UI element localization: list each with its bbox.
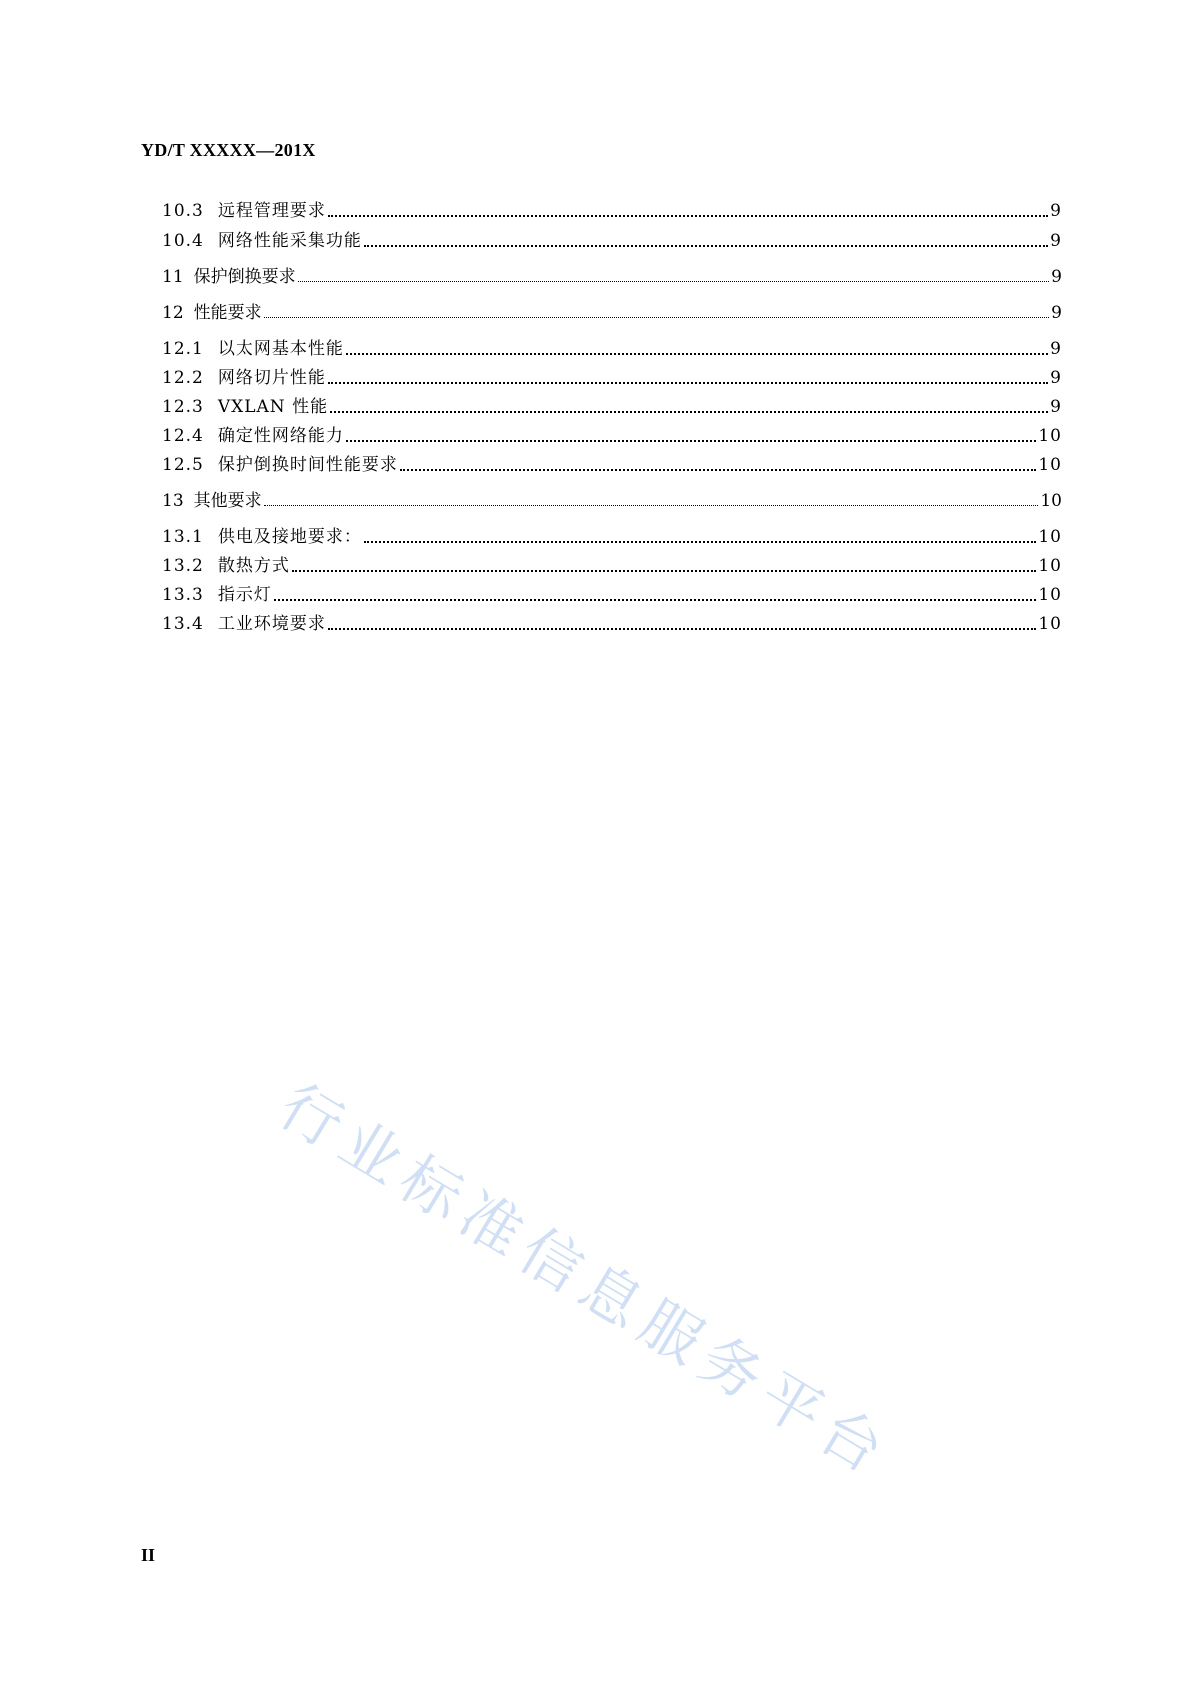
toc-entry-page: 10 [1038, 426, 1062, 446]
toc-leader-dots [364, 245, 1048, 247]
toc-entry[interactable] [162, 334, 1062, 360]
toc-entry-page: 9 [1050, 201, 1062, 221]
document-code: YD/T XXXXX—201X [141, 140, 316, 160]
toc-entry-title: 以太网基本性能 [217, 339, 344, 359]
toc-entry[interactable] [162, 450, 1062, 476]
toc-entry-number: 12.1 [162, 339, 204, 359]
toc-leader-dots [330, 411, 1048, 413]
toc-entry-number: 12 [162, 303, 184, 323]
toc-entry-number: 10.4 [162, 231, 204, 251]
toc-leader-dots [274, 599, 1037, 601]
page-number: II [141, 1545, 156, 1565]
toc-entry-number: 13.4 [162, 614, 204, 634]
toc-entry-page: 10 [1038, 585, 1062, 605]
toc-entry-number: 10.3 [162, 201, 204, 221]
toc-entry-number: 13.1 [162, 527, 204, 547]
toc-entry-number: 12.3 [162, 397, 204, 417]
toc-entry-title: 工业环境要求 [217, 614, 326, 634]
toc-entry-title: 其他要求 [193, 491, 262, 511]
toc-entry[interactable] [162, 392, 1062, 418]
toc-entry-title: 指示灯 [217, 585, 272, 605]
toc-leader-dots [346, 440, 1037, 442]
toc-entry[interactable] [162, 486, 1062, 512]
toc-entry-title: 性能要求 [193, 303, 262, 323]
toc-entry-number: 12.2 [162, 368, 204, 388]
toc-entry-title: 散热方式 [217, 556, 290, 576]
toc-leader-dots [400, 469, 1037, 471]
toc-entry-title: 确定性网络能力 [217, 426, 344, 446]
watermark: 行业标准信息服务平台 [267, 1071, 904, 1492]
toc-entry-page: 10 [1038, 527, 1062, 547]
toc-leader-dots [264, 505, 1039, 506]
toc-entry-title: 远程管理要求 [217, 201, 326, 221]
toc-entry-title: 网络性能采集功能 [217, 231, 362, 251]
toc-leader-dots [364, 541, 1037, 543]
toc-entry[interactable] [162, 580, 1062, 606]
toc-entry-page: 9 [1051, 303, 1062, 323]
toc-entry-title: 保护倒换时间性能要求 [217, 455, 398, 475]
toc-entry-page: 9 [1050, 397, 1062, 417]
toc-entry[interactable] [162, 262, 1062, 288]
toc-entry-number: 11 [162, 267, 184, 287]
toc-leader-dots [346, 353, 1048, 355]
toc-entry-page: 10 [1038, 614, 1062, 634]
toc-entry[interactable] [162, 609, 1062, 635]
toc-leader-dots [264, 317, 1050, 318]
toc-entry[interactable] [162, 196, 1062, 222]
toc-leader-dots [328, 382, 1048, 384]
toc-entry-number: 12.4 [162, 426, 204, 446]
toc-entry-title: VXLAN 性能 [217, 397, 329, 417]
toc-entry-page: 9 [1050, 339, 1062, 359]
toc-leader-dots [292, 570, 1037, 572]
toc-entry-title: 保护倒换要求 [193, 267, 296, 287]
toc-entry-number: 13 [162, 491, 184, 511]
toc-entry[interactable] [162, 226, 1062, 252]
toc-entry-number: 13.2 [162, 556, 204, 576]
toc-entry-page: 10 [1038, 455, 1062, 475]
toc-entry-page: 9 [1051, 267, 1062, 287]
toc-entry[interactable] [162, 363, 1062, 389]
toc-entry[interactable] [162, 298, 1062, 324]
toc-entry-number: 13.3 [162, 585, 204, 605]
toc-entry-page: 10 [1040, 491, 1062, 511]
toc-entry[interactable] [162, 522, 1062, 548]
toc-entry-page: 10 [1038, 556, 1062, 576]
toc-entry-page: 9 [1050, 231, 1062, 251]
toc-entry-number: 12.5 [162, 455, 204, 475]
toc-entry[interactable] [162, 421, 1062, 447]
toc-entry[interactable] [162, 551, 1062, 577]
toc-entry-title: 网络切片性能 [217, 368, 326, 388]
toc-leader-dots [298, 281, 1050, 282]
toc-entry-title: 供电及接地要求： [217, 527, 362, 547]
toc-leader-dots [328, 215, 1048, 217]
toc-entry-page: 9 [1050, 368, 1062, 388]
toc-leader-dots [328, 628, 1037, 630]
